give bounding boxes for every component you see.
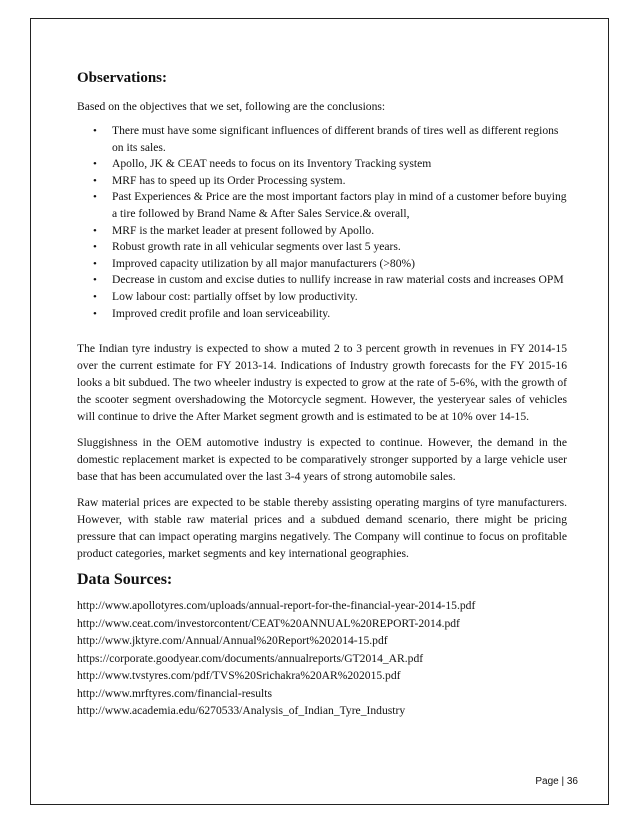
list-item (77, 156, 567, 173)
source-link[interactable]: http://www.academia.edu/6270533/Analysis_of_Indian_Tyre_Industry (77, 704, 406, 718)
bullet-icon: • (93, 174, 97, 187)
list-item-text: Improved credit profile and loan serviceability. (112, 306, 331, 320)
bullet-icon: • (93, 158, 97, 171)
list-item (77, 123, 567, 156)
list-item (77, 272, 567, 289)
list-item-text: MRF has to speed up its Order Processing system. (112, 173, 346, 187)
source-link[interactable]: http://www.tvstyres.com/pdf/TVS%20Srichakra%20AR%202015.pdf (77, 669, 401, 683)
observations-heading: Observations: (77, 70, 167, 86)
data-sources-list (77, 597, 567, 720)
source-link[interactable]: http://www.jktyre.com/Annual/Annual%20Report%202014-15.pdf (77, 634, 388, 648)
page-content (77, 70, 567, 720)
list-item-text: Apollo, JK & CEAT needs to focus on its Inventory Tracking system (112, 157, 432, 171)
data-sources-heading: Data Sources: (77, 571, 173, 589)
observations-intro: Based on the objectives that we set, following are the conclusions: (77, 100, 386, 113)
page-number: Page | 36 (535, 776, 578, 787)
bullet-icon: • (93, 191, 97, 204)
list-item-text: Improved capacity utilization by all major manufacturers (>80%) (112, 256, 416, 270)
bullet-icon: • (93, 257, 97, 270)
bullet-icon: • (93, 307, 97, 320)
bullet-icon: • (93, 224, 97, 237)
list-item (77, 173, 567, 190)
list-item (77, 189, 567, 222)
bullet-icon: • (93, 274, 97, 287)
list-item-text: Decrease in custom and excise duties to nullify increase in raw material costs and increases OPM (112, 273, 564, 287)
list-item-text: Past Experiences & Price are the most important factors play in mind of a customer before buying a tire followed by Brand Name & After Sales Service.& overall, (112, 190, 567, 220)
source-link[interactable]: http://www.mrftyres.com/financial-results (77, 686, 273, 700)
paragraph-raw-material: Raw material prices are expected to be stable thereby assisting operating margins of tyre manufacturers. However, with stable raw material prices and a subdued demand scenario, there might be pricing pressure that can impact operating margins negatively. The Company will continue to focus on profitable product categories, market segments and key international geographies. (77, 496, 567, 561)
bullet-icon: • (93, 241, 97, 254)
list-item (77, 223, 567, 240)
paragraph-oem-demand: Sluggishness in the OEM automotive industry is expected to continue. However, the demand in the domestic replacement market is expected to be comparatively stronger supported by a large vehicle user base that has been accumulated over the last 3-4 years of strong automobile sales. (77, 436, 567, 484)
source-link[interactable]: http://www.ceat.com/investorcontent/CEAT%20ANNUAL%20REPORT-2014.pdf (77, 616, 460, 630)
source-link[interactable]: http://www.apollotyres.com/uploads/annual-report-for-the-financial-year-2014-15.pdf (77, 599, 476, 613)
bullet-icon: • (93, 290, 97, 303)
list-item-text: MRF is the market leader at present followed by Apollo. (112, 223, 375, 237)
list-item (77, 239, 567, 256)
list-item-text: There must have some significant influences of different brands of tires well as different regions on its sales. (112, 124, 559, 154)
observations-list (77, 123, 567, 322)
list-item-text: Robust growth rate in all vehicular segments over last 5 years. (112, 240, 401, 254)
list-item (77, 289, 567, 306)
list-item (77, 256, 567, 273)
source-link[interactable]: https://corporate.goodyear.com/documents/annualreports/GT2014_AR.pdf (77, 651, 424, 665)
bullet-icon: • (93, 125, 97, 137)
paragraph-growth-outlook: The Indian tyre industry is expected to show a muted 2 to 3 percent growth in revenues in FY 2014-15 over the current estimate for FY 2013-14. Indications of Industry growth forecasts for the FY 2015-16 looks a bit subdued. The two wheeler industry is expected to grow at the rate of 5-6%, with the growth of the scooter segment overshadowing the Motorcycle segment. However, the yesteryear sales of vehicles will continue to drive the After Market segment growth and is estimated to be at 10% over 14-15. (77, 342, 567, 424)
list-item-text: Low labour cost: partially offset by low productivity. (112, 289, 358, 303)
list-item (77, 306, 567, 323)
